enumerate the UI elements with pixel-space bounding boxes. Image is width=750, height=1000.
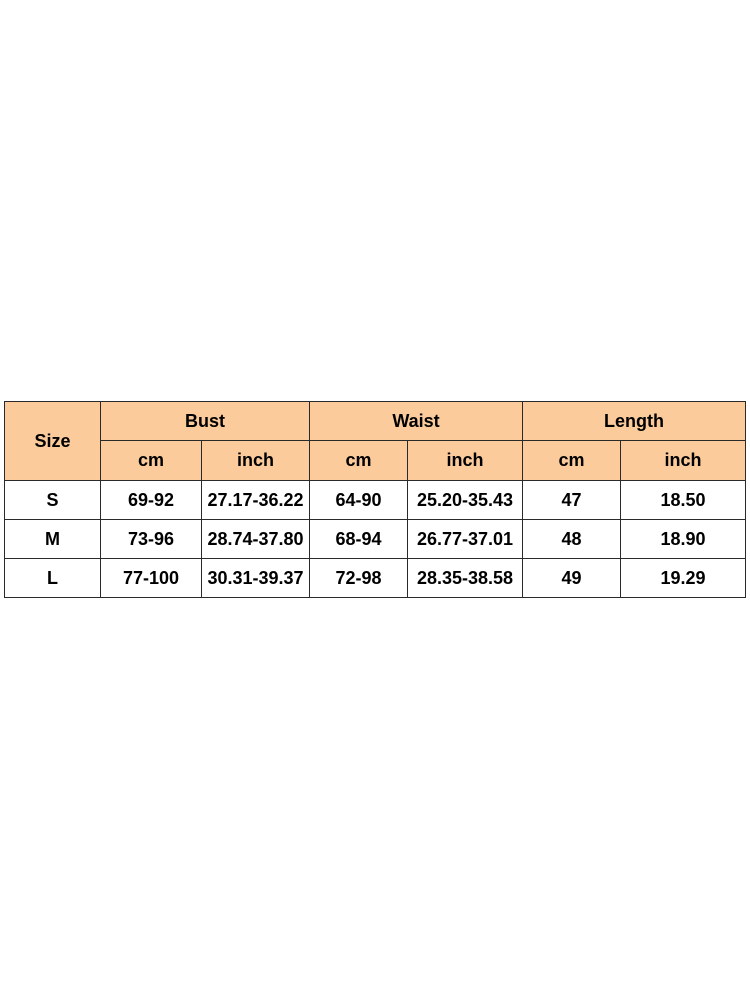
size-chart-table xyxy=(4,401,746,598)
bust-header-cell: Bust xyxy=(101,402,310,441)
waist-inch-cell: 25.20-35.43 xyxy=(408,481,523,520)
size-header-cell: Size xyxy=(5,402,101,481)
waist-cm-cell: 72-98 xyxy=(310,559,408,598)
bust-cm-header: cm xyxy=(101,441,202,481)
bust-inch-cell: 28.74-37.80 xyxy=(202,520,310,559)
waist-inch-cell: 26.77-37.01 xyxy=(408,520,523,559)
bust-inch-cell: 30.31-39.37 xyxy=(202,559,310,598)
bust-cm-cell: 73-96 xyxy=(101,520,202,559)
table-row xyxy=(5,559,746,598)
size-cell: S xyxy=(5,481,101,520)
waist-cm-header: cm xyxy=(310,441,408,481)
header-group-row xyxy=(5,402,746,441)
waist-cm-cell: 68-94 xyxy=(310,520,408,559)
bust-inch-header: inch xyxy=(202,441,310,481)
bust-cm-cell: 77-100 xyxy=(101,559,202,598)
waist-header-cell: Waist xyxy=(310,402,523,441)
waist-inch-cell: 28.35-38.58 xyxy=(408,559,523,598)
waist-cm-cell: 64-90 xyxy=(310,481,408,520)
bust-inch-cell: 27.17-36.22 xyxy=(202,481,310,520)
length-inch-header: inch xyxy=(621,441,746,481)
length-cm-header: cm xyxy=(523,441,621,481)
length-inch-cell: 19.29 xyxy=(621,559,746,598)
length-inch-cell: 18.50 xyxy=(621,481,746,520)
length-inch-cell: 18.90 xyxy=(621,520,746,559)
bust-cm-cell: 69-92 xyxy=(101,481,202,520)
length-cm-cell: 49 xyxy=(523,559,621,598)
length-header-cell: Length xyxy=(523,402,746,441)
size-cell: M xyxy=(5,520,101,559)
table-row xyxy=(5,481,746,520)
length-cm-cell: 48 xyxy=(523,520,621,559)
header-unit-row xyxy=(5,441,746,481)
size-cell: L xyxy=(5,559,101,598)
length-cm-cell: 47 xyxy=(523,481,621,520)
table-row xyxy=(5,520,746,559)
waist-inch-header: inch xyxy=(408,441,523,481)
